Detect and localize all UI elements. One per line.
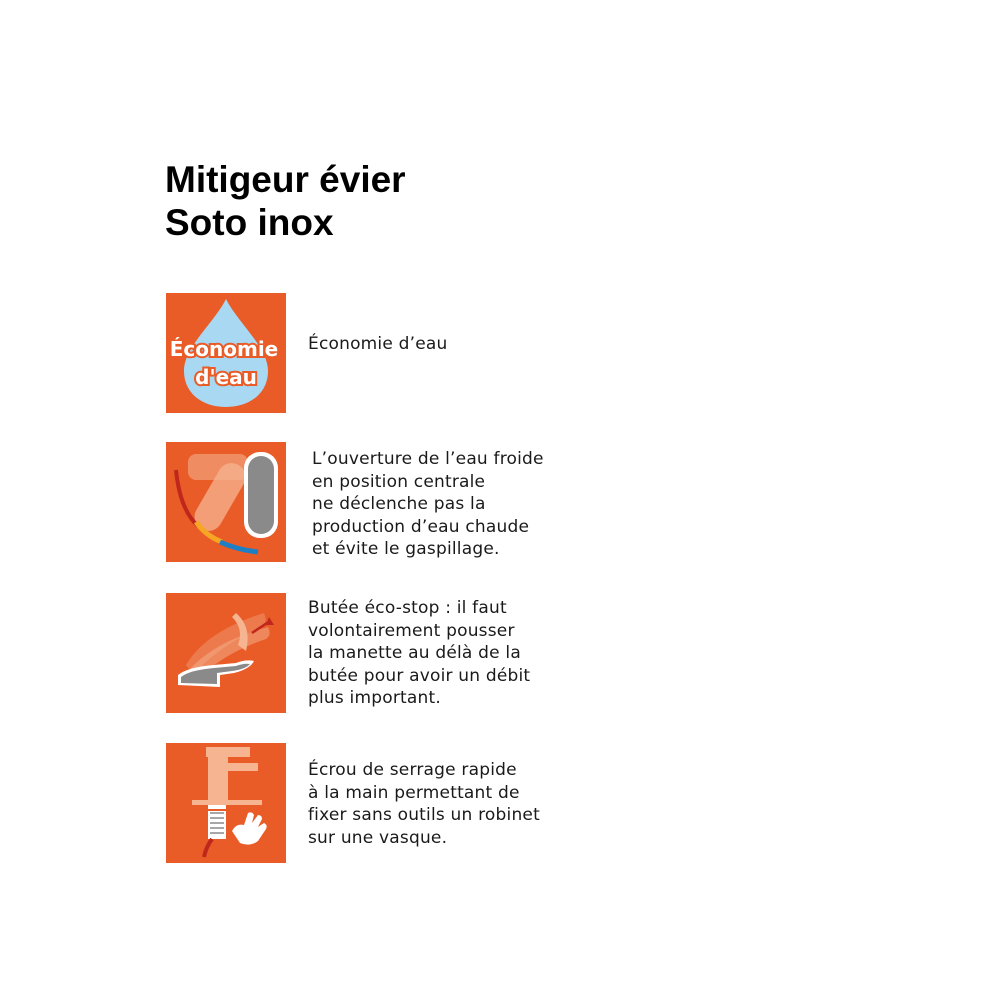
title-line-1: Mitigeur évier: [165, 159, 406, 200]
description-line: Économie d’eau: [308, 334, 448, 354]
eco-stop-lever-icon: [166, 593, 286, 713]
description-line: Butée éco-stop : il faut: [308, 598, 507, 618]
description-line: et évite le gaspillage.: [312, 539, 500, 559]
description-line: la manette au délà de la: [308, 643, 521, 663]
lever-cold-position-icon: [166, 442, 286, 562]
description-line: volontairement pousser: [308, 620, 515, 641]
feature-water-saving: [166, 293, 686, 413]
description-line: plus important.: [308, 688, 441, 708]
feature-eco-stop: [166, 593, 686, 713]
description-line: ne déclenche pas la: [312, 494, 486, 514]
badge-text-line-2: d'eau: [195, 365, 257, 389]
quick-nut-tap-icon: [166, 743, 286, 863]
badge-text-line-1: Économie: [169, 337, 279, 361]
title-line-2: Soto inox: [165, 202, 334, 243]
description-line: à la main permettant de: [308, 782, 520, 803]
feature-cold-center: [166, 442, 686, 562]
description-line: production d’eau chaude: [312, 516, 530, 537]
feature-description: [308, 333, 447, 356]
description-line: Écrou de serrage rapide: [308, 760, 517, 780]
feature-quick-nut: [166, 743, 686, 863]
description-line: en position centrale: [312, 471, 486, 492]
description-line: butée pour avoir un débit: [308, 665, 531, 686]
feature-description: [312, 448, 544, 561]
water-drop-icon: [166, 293, 286, 413]
description-line: L’ouverture de l’eau froide: [312, 449, 544, 469]
feature-description: [308, 597, 530, 710]
description-line: sur une vasque.: [308, 827, 448, 848]
page-title: [165, 158, 406, 244]
feature-description: [308, 759, 540, 849]
description-line: fixer sans outils un robinet: [308, 805, 540, 825]
